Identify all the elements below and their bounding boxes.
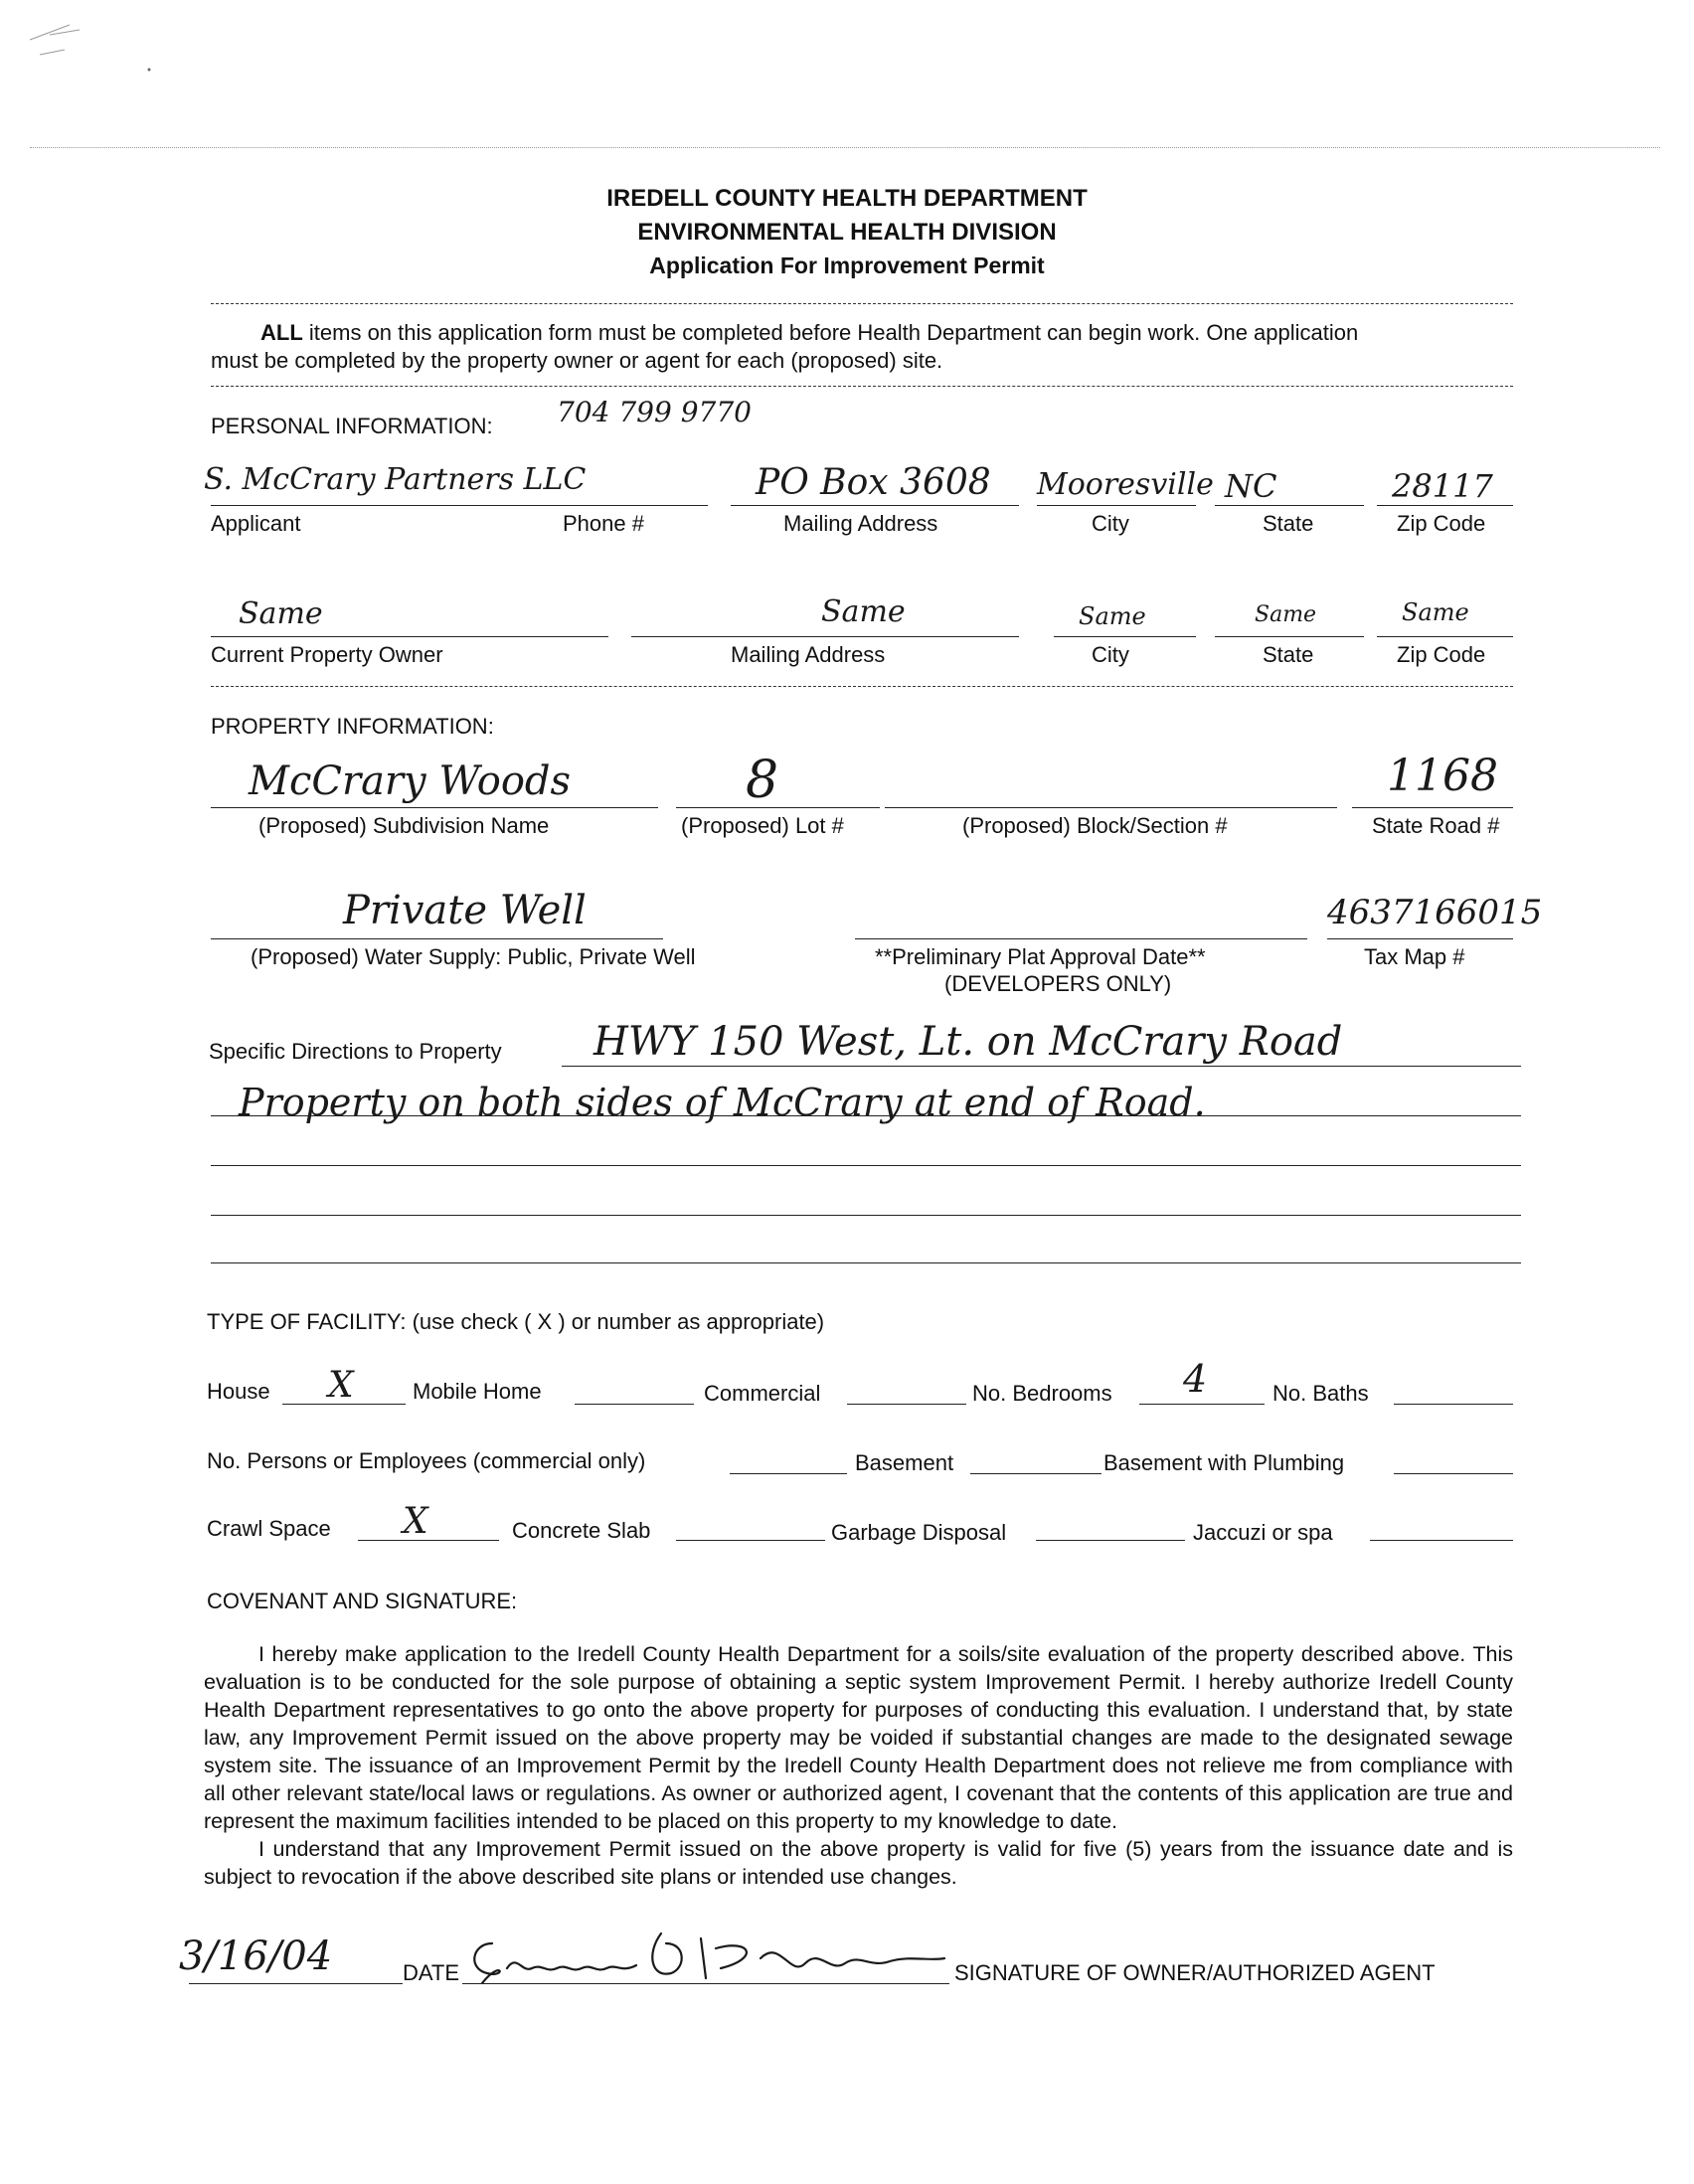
zip-handwritten: 28117 <box>1392 467 1493 505</box>
applicant-handwritten: S. McCrary Partners LLC <box>204 462 587 497</box>
directions-line-4 <box>211 1215 1521 1216</box>
covenant-text <box>204 1640 1513 1891</box>
mailing-label: Mailing Address <box>783 511 938 536</box>
bedrooms-label: No. Bedrooms <box>972 1381 1112 1406</box>
owner-handwritten: Same <box>239 596 323 631</box>
address-handwritten: PO Box 3608 <box>756 462 991 503</box>
signature-label: SIGNATURE OF OWNER/AUTHORIZED AGENT <box>954 1960 1436 1985</box>
intro-text-1: items on this application form must be completed before Health Department can begin work. One application <box>308 320 1359 345</box>
plat-line <box>855 938 1307 939</box>
slab-label: Concrete Slab <box>512 1518 651 1543</box>
owner-city-line <box>1054 636 1196 637</box>
bedrooms-handwritten: 4 <box>1183 1357 1208 1401</box>
covenant-heading: COVENANT AND SIGNATURE: <box>207 1589 518 1613</box>
commercial-line <box>847 1404 966 1405</box>
block-line <box>885 807 1337 808</box>
divider <box>211 686 1513 687</box>
property-heading: PROPERTY INFORMATION: <box>211 714 494 739</box>
city-line <box>1037 505 1196 506</box>
intro-text-2: must be completed by the property owner or agent for each (proposed) site. <box>211 348 943 373</box>
commercial-label: Commercial <box>704 1381 821 1406</box>
owner-state-label: State <box>1263 642 1314 667</box>
zip-line <box>1377 505 1513 506</box>
intro-bold: ALL <box>260 320 303 345</box>
city-label: City <box>1092 511 1129 536</box>
jacuzzi-label: Jaccuzi or spa <box>1193 1520 1333 1545</box>
intro-line-1 <box>260 320 1358 346</box>
owner-line <box>211 636 608 637</box>
taxmap-label: Tax Map # <box>1364 944 1465 969</box>
header-title: IREDELL COUNTY HEALTH DEPARTMENT <box>606 185 1088 212</box>
subdivision-line <box>211 807 658 808</box>
directions-handwritten-1: HWY 150 West, Lt. on McCrary Road <box>593 1019 1343 1065</box>
applicant-label: Applicant <box>211 511 301 536</box>
personal-heading: PERSONAL INFORMATION: <box>211 414 493 438</box>
water-handwritten: Private Well <box>343 888 587 933</box>
lot-label: (Proposed) Lot # <box>681 813 844 838</box>
scan-edge-line <box>30 147 1660 148</box>
block-label: (Proposed) Block/Section # <box>962 813 1228 838</box>
covenant-paragraph-1: I hereby make application to the Iredell County Health Department for a soils/site evaluation of the property described above. This evaluation is to be conducted for the sole purpose of obtaining a septic system Improvement Permit. I hereby authorize Iredell County Health Department representatives to go onto the above property for purposes of conducting this evaluation. I understand that, by state law, any Improvement Permit issued on the above property may be voided if substantial changes are made to the designated sewage system site. The issuance of an Improvement Permit by the Iredell County Health Department does not relieve me from compliance with all other relevant state/local laws or regulations. As owner or authorized agent, I covenant that the contents of this application are true and represent the maximum facilities intended to be placed on this property to my knowledge to date. <box>204 1642 1513 1833</box>
owner-zip-line <box>1377 636 1513 637</box>
taxmap-handwritten: 4637166015 <box>1327 893 1543 932</box>
directions-line-1 <box>562 1066 1521 1067</box>
house-handwritten: X <box>328 1365 354 1406</box>
date-line <box>189 1983 403 1984</box>
house-label: House <box>207 1379 270 1404</box>
covenant-paragraph-2: I understand that any Improvement Permit issued on the above property is valid for five (5) years from the issuance date and is subject to revocation if the above described site plans or intended use changes. <box>204 1837 1513 1889</box>
owner-state-line <box>1215 636 1364 637</box>
road-line <box>1352 807 1513 808</box>
mobile-line <box>575 1404 694 1405</box>
subdivision-handwritten: McCrary Woods <box>249 758 572 804</box>
address-line <box>731 505 1019 506</box>
owner-city-handwritten: Same <box>1079 602 1146 630</box>
persons-label: No. Persons or Employees (commercial only) <box>207 1448 646 1473</box>
state-label: State <box>1263 511 1314 536</box>
owner-zip-label: Zip Code <box>1397 642 1486 667</box>
crawl-label: Crawl Space <box>207 1516 331 1541</box>
header-form-title: Application For Improvement Permit <box>649 252 1045 278</box>
divider <box>211 386 1513 387</box>
directions-label: Specific Directions to Property <box>209 1039 502 1064</box>
road-label: State Road # <box>1372 813 1500 838</box>
directions-handwritten-2: Property on both sides of McCrary at end of Road. <box>239 1081 1206 1124</box>
baths-line <box>1394 1404 1513 1405</box>
basement-label: Basement <box>855 1450 954 1475</box>
directions-line-5 <box>211 1262 1521 1263</box>
basement-line <box>970 1473 1101 1474</box>
owner-city-label: City <box>1092 642 1129 667</box>
date-handwritten: 3/16/04 <box>179 1933 333 1979</box>
crawl-line <box>358 1540 499 1541</box>
header-division: ENVIRONMENTAL HEALTH DIVISION <box>637 219 1057 246</box>
city-handwritten: Mooresville <box>1037 467 1214 502</box>
state-line <box>1215 505 1364 506</box>
date-label: DATE <box>403 1960 460 1985</box>
basement-plumbing-line <box>1394 1473 1513 1474</box>
owner-zip-handwritten: Same <box>1402 598 1469 626</box>
lot-handwritten: 8 <box>746 751 779 810</box>
lot-line <box>676 807 880 808</box>
owner-address-handwritten: Same <box>821 594 906 629</box>
plat-sub-label: (DEVELOPERS ONLY) <box>944 971 1172 996</box>
applicant-line <box>211 505 708 506</box>
mobile-label: Mobile Home <box>413 1379 542 1404</box>
state-handwritten: NC <box>1225 467 1277 505</box>
facility-heading: TYPE OF FACILITY: (use check ( X ) or number as appropriate) <box>207 1309 825 1334</box>
owner-state-handwritten: Same <box>1255 602 1317 627</box>
divider <box>211 303 1513 304</box>
directions-line-3 <box>211 1165 1521 1166</box>
subdivision-label: (Proposed) Subdivision Name <box>258 813 550 838</box>
slab-line <box>676 1540 825 1541</box>
crawl-handwritten: X <box>403 1501 428 1542</box>
directions-line-2 <box>211 1115 1521 1116</box>
owner-label: Current Property Owner <box>211 642 443 667</box>
scan-specks <box>10 10 159 99</box>
persons-line <box>730 1473 847 1474</box>
owner-mailing-label: Mailing Address <box>731 642 886 667</box>
basement-plumbing-label: Basement with Plumbing <box>1103 1450 1345 1475</box>
baths-label: No. Baths <box>1272 1381 1369 1406</box>
garbage-label: Garbage Disposal <box>831 1520 1007 1545</box>
phone-handwritten: 704 799 9770 <box>557 396 752 428</box>
garbage-line <box>1036 1540 1185 1541</box>
plat-label: **Preliminary Plat Approval Date** <box>875 944 1206 969</box>
water-label: (Proposed) Water Supply: Public, Private Well <box>251 944 696 969</box>
road-handwritten: 1168 <box>1387 751 1498 801</box>
bedrooms-line <box>1139 1404 1265 1405</box>
taxmap-line <box>1327 938 1513 939</box>
water-line <box>211 938 663 939</box>
phone-label: Phone # <box>563 511 644 536</box>
zip-label: Zip Code <box>1397 511 1486 536</box>
owner-address-line <box>631 636 1019 637</box>
signature-line <box>462 1983 949 1984</box>
jacuzzi-line <box>1370 1540 1513 1541</box>
